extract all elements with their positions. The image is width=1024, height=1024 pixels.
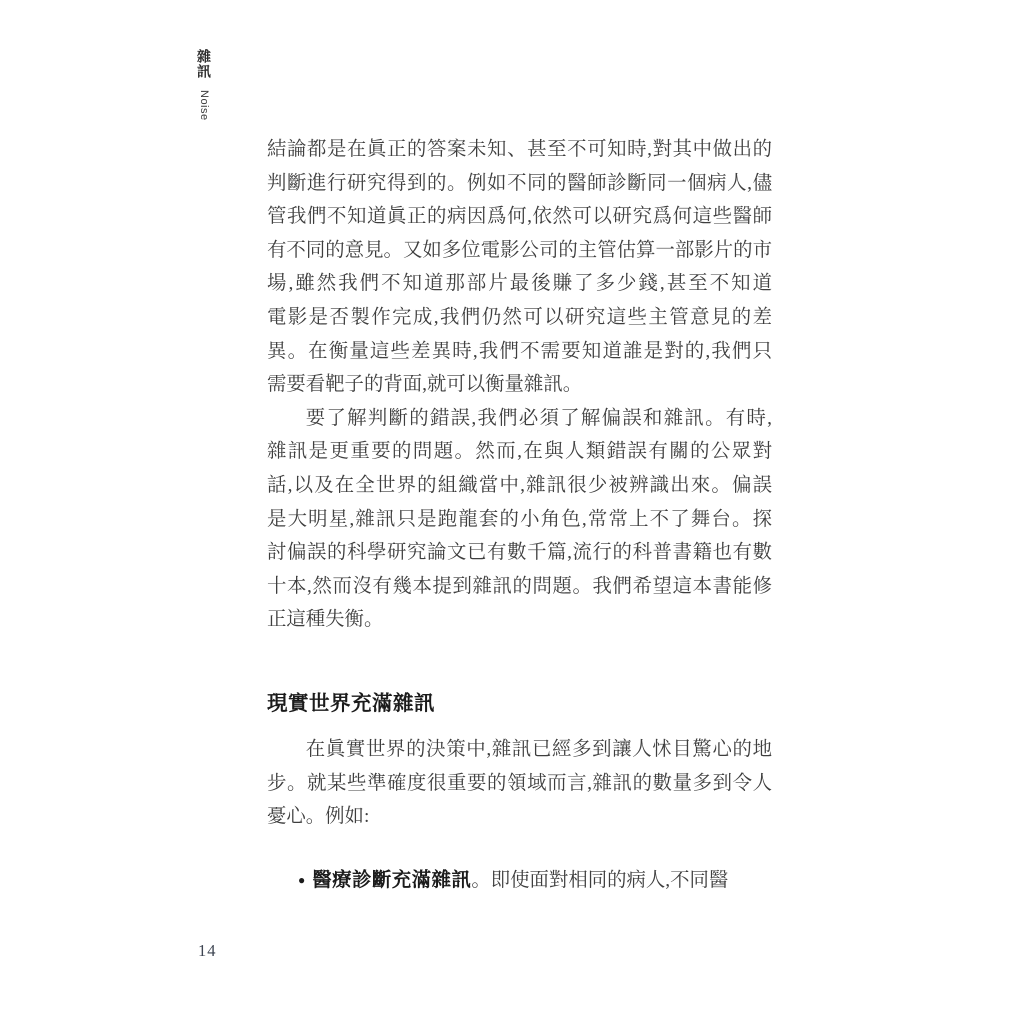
section-heading: 現實世界充滿雜訊 [267,691,435,715]
text-line: 異。在衡量這些差異時,我們不需要知道誰是對的,我們只 [267,340,772,362]
text-line: 要了解判斷的錯誤,我們必須了解偏誤和雜訊。有時, [305,407,772,429]
text-line: 話,以及在全世界的組織當中,雜訊很少被辨識出來。偏誤 [267,474,772,496]
text-line: 討偏誤的科學研究論文已有數千篇,流行的科普書籍也有數 [267,542,772,564]
running-title-latin: Noise [198,90,210,121]
text-line: 憂心。例如: [267,806,370,828]
bullet-item [267,864,772,898]
text-line: 十本,然而沒有幾本提到雜訊的問題。我們希望這本書能修 [267,575,772,597]
text-line: 是大明星,雜訊只是跑龍套的小角色,常常上不了舞台。探 [267,508,772,530]
bullet-text [312,864,728,898]
text-line: 正這種失衡。 [267,609,384,631]
bullet-icon: ● [298,872,306,887]
text-line: 在眞實世界的決策中,雜訊已經多到讓人怵目驚心的地 [305,738,772,760]
page-number: 14 [198,941,217,960]
paragraph-1 [267,133,772,402]
paragraph-2 [267,402,772,637]
text-column [267,133,772,897]
text-line: 有不同的意見。又如多位電影公司的主管估算一部影片的市 [267,239,772,261]
text-line: 管我們不知道眞正的病因爲何,依然可以研究爲何這些醫師 [267,206,772,228]
running-title [194,49,214,121]
text-line: 結論都是在眞正的答案未知、甚至不可知時,對其中做出的 [267,139,772,160]
text-line: 判斷進行研究得到的。例如不同的醫師診斷同一個病人,儘 [267,172,772,194]
text-line: 步。就某些準確度很重要的領域而言,雜訊的數量多到令人 [267,772,772,794]
text-line: 場,雖然我們不知道那部片最後賺了多少錢,甚至不知道 [267,273,772,295]
bullet-lead-bold: 醫療診斷充滿雜訊 [312,868,472,891]
text-line: 電影是否製作完成,我們仍然可以研究這些主管意見的差 [267,306,772,328]
paragraph-3 [267,733,772,834]
text-line: 雜訊是更重要的問題。然而,在與人類錯誤有關的公眾對 [267,441,772,463]
text-line: 需要看靶子的背面,就可以衡量雜訊。 [267,374,583,396]
bullet-continuation: 。即使面對相同的病人,不同醫 [471,869,729,891]
running-title-cjk: 雜訊 [196,49,212,79]
